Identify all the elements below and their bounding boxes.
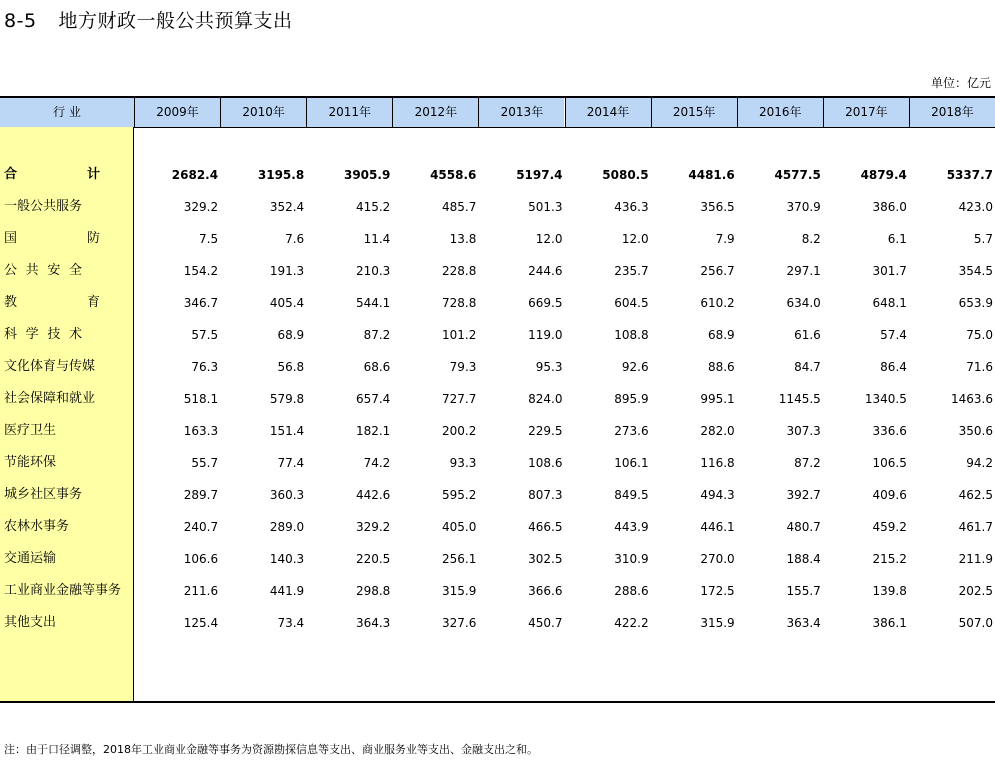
header-year: 2014年 — [565, 98, 651, 127]
table-cell: 93.3 — [449, 456, 477, 470]
table-cell: 188.4 — [786, 552, 821, 566]
table-cell: 436.3 — [614, 200, 649, 214]
table-cell: 94.2 — [966, 456, 993, 470]
table-cell: 653.9 — [958, 296, 993, 310]
table-cell: 307.3 — [786, 424, 821, 438]
header-year: 2017年 — [823, 98, 909, 127]
table-cell: 422.2 — [614, 616, 649, 630]
table-cell: 151.4 — [269, 424, 305, 438]
table-cell: 55.7 — [191, 456, 219, 470]
row-label — [4, 255, 82, 287]
row-label: 工业商业金融等事务 — [4, 583, 122, 598]
table-row — [0, 351, 995, 383]
table-row — [0, 447, 995, 479]
table-row — [0, 223, 995, 255]
table-cell: 270.0 — [700, 552, 735, 566]
table-cell: 11.4 — [363, 232, 391, 246]
table-cell: 5197.4 — [516, 168, 563, 182]
table-cell: 441.9 — [269, 584, 305, 598]
table-cell: 350.6 — [958, 424, 993, 438]
table-cell: 466.5 — [528, 520, 563, 534]
table-cell: 366.6 — [528, 584, 563, 598]
table-cell: 289.0 — [269, 520, 305, 534]
table-cell: 13.8 — [449, 232, 477, 246]
table-bottom-rule — [0, 701, 995, 703]
table-cell: 442.6 — [355, 488, 391, 502]
table-cell: 446.1 — [700, 520, 735, 534]
table-cell: 634.0 — [786, 296, 821, 310]
table-cell: 101.2 — [442, 328, 477, 342]
table-cell: 1463.6 — [951, 392, 993, 406]
table-cell: 370.9 — [786, 200, 821, 214]
table-cell: 220.5 — [355, 552, 391, 566]
table-cell: 657.4 — [355, 392, 391, 406]
table-cell: 329.2 — [183, 200, 219, 214]
header-industry: 行 业 — [0, 98, 134, 127]
table-cell: 57.4 — [880, 328, 907, 342]
row-label — [4, 159, 100, 191]
table-title: 地方财政一般公共预算支出 — [58, 10, 293, 32]
table-cell: 346.7 — [183, 296, 219, 310]
table-cell: 423.0 — [958, 200, 993, 214]
table-row — [0, 479, 995, 511]
table-cell: 354.5 — [958, 264, 993, 278]
table-cell: 518.1 — [183, 392, 219, 406]
table-cell: 895.9 — [614, 392, 649, 406]
row-label: 一般公共服务 — [4, 199, 83, 214]
header-year: 2016年 — [737, 98, 823, 127]
table-cell: 240.7 — [183, 520, 219, 534]
table-cell: 409.6 — [872, 488, 907, 502]
table-cell: 75.0 — [966, 328, 993, 342]
table-cell: 7.9 — [715, 232, 735, 246]
row-label: 交通运输 — [4, 551, 57, 566]
table-row — [0, 383, 995, 415]
table-cell: 297.1 — [786, 264, 821, 278]
table-cell: 485.7 — [442, 200, 477, 214]
table-cell: 256.1 — [442, 552, 477, 566]
table-cell: 79.3 — [449, 360, 477, 374]
table-cell: 386.1 — [872, 616, 907, 630]
table-cell: 4577.5 — [774, 168, 821, 182]
row-label-char: 学 — [25, 327, 39, 342]
table-cell: 3195.8 — [257, 168, 305, 182]
table-cell: 849.5 — [614, 488, 649, 502]
row-label-char: 公 — [4, 263, 18, 278]
table-cell: 73.4 — [277, 616, 305, 630]
table-cell: 610.2 — [700, 296, 735, 310]
table-cell: 182.1 — [355, 424, 391, 438]
table-row — [0, 191, 995, 223]
row-label: 文化体育与传媒 — [4, 359, 96, 374]
table-cell: 363.4 — [786, 616, 821, 630]
table-cell: 6.1 — [887, 232, 907, 246]
table-cell: 86.4 — [880, 360, 907, 374]
header-year: 2011年 — [306, 98, 392, 127]
row-label-char: 育 — [86, 295, 100, 310]
table-cell: 604.5 — [614, 296, 649, 310]
table-cell: 108.6 — [528, 456, 563, 470]
table-row-total — [0, 159, 995, 191]
table-cell: 3905.9 — [343, 168, 391, 182]
table-cell: 273.6 — [614, 424, 649, 438]
table-cell: 728.8 — [442, 296, 477, 310]
row-label-char: 合 — [4, 167, 18, 182]
table-cell: 356.5 — [700, 200, 735, 214]
table-cell: 329.2 — [355, 520, 391, 534]
table-cell: 443.9 — [614, 520, 649, 534]
table-cell: 116.8 — [700, 456, 735, 470]
table-cell: 191.3 — [269, 264, 305, 278]
table-cell: 202.5 — [958, 584, 993, 598]
table-cell: 7.6 — [285, 232, 305, 246]
table-row — [0, 415, 995, 447]
table-cell: 88.6 — [707, 360, 735, 374]
footnote: 注：由于口径调整，2018年工业商业金融等事务为资源勘探信息等支出、商业服务业等支出、金融支出之和。 — [4, 743, 538, 756]
table-cell: 56.8 — [277, 360, 305, 374]
header-year: 2010年 — [220, 98, 306, 127]
table-cell: 5080.5 — [602, 168, 649, 182]
table-row — [0, 575, 995, 607]
table-cell: 364.3 — [355, 616, 391, 630]
table-cell: 1340.5 — [864, 392, 907, 406]
table-cell: 87.2 — [363, 328, 391, 342]
table-cell: 2682.4 — [171, 168, 219, 182]
table-cell: 106.1 — [614, 456, 649, 470]
table-cell: 229.5 — [528, 424, 563, 438]
table-cell: 87.2 — [794, 456, 821, 470]
table-cell: 480.7 — [786, 520, 821, 534]
table-cell: 12.0 — [535, 232, 563, 246]
table-cell: 824.0 — [528, 392, 563, 406]
table-cell: 256.7 — [700, 264, 735, 278]
table-row — [0, 287, 995, 319]
row-label: 其他支出 — [4, 615, 57, 630]
page-title — [4, 6, 293, 33]
table-cell: 140.3 — [269, 552, 305, 566]
row-label-char: 计 — [86, 167, 100, 182]
table-cell: 494.3 — [700, 488, 735, 502]
table-cell: 5337.7 — [946, 168, 993, 182]
table-cell: 215.2 — [872, 552, 907, 566]
table-cell: 12.0 — [621, 232, 649, 246]
row-label: 医疗卫生 — [4, 423, 57, 438]
table-cell: 807.3 — [528, 488, 563, 502]
table-cell: 119.0 — [528, 328, 563, 342]
table-cell: 501.3 — [528, 200, 563, 214]
header-year: 2018年 — [909, 98, 995, 127]
table-cell: 92.6 — [621, 360, 649, 374]
table-cell: 68.6 — [363, 360, 391, 374]
table-row — [0, 607, 995, 639]
table-cell: 106.5 — [872, 456, 907, 470]
table-cell: 244.6 — [528, 264, 563, 278]
table-cell: 77.4 — [277, 456, 305, 470]
table-cell: 289.7 — [183, 488, 219, 502]
table-cell: 1145.5 — [778, 392, 821, 406]
row-label-char: 技 — [47, 327, 61, 342]
table-cell: 459.2 — [872, 520, 907, 534]
table-cell: 68.9 — [707, 328, 735, 342]
table-number: 8-5 — [4, 10, 37, 32]
table-cell: 211.6 — [183, 584, 219, 598]
table-cell: 139.8 — [872, 584, 907, 598]
table-cell: 315.9 — [700, 616, 735, 630]
table-cell: 595.2 — [442, 488, 477, 502]
table-cell: 8.2 — [801, 232, 821, 246]
header-year: 2009年 — [134, 98, 220, 127]
table-cell: 95.3 — [535, 360, 563, 374]
table-cell: 5.7 — [973, 232, 993, 246]
table-cell: 228.8 — [442, 264, 477, 278]
row-label-char: 安 — [47, 263, 61, 278]
table-cell: 315.9 — [442, 584, 477, 598]
table-cell: 210.3 — [355, 264, 391, 278]
table-cell: 172.5 — [700, 584, 735, 598]
table-cell: 405.0 — [442, 520, 477, 534]
row-label-char: 防 — [86, 231, 100, 246]
table-cell: 301.7 — [872, 264, 907, 278]
table-cell: 669.5 — [528, 296, 563, 310]
table-cell: 155.7 — [786, 584, 821, 598]
header-year: 2012年 — [392, 98, 478, 127]
table-cell: 727.7 — [442, 392, 477, 406]
table-row — [0, 319, 995, 351]
table-row — [0, 255, 995, 287]
table-cell: 84.7 — [794, 360, 821, 374]
row-label — [4, 223, 100, 255]
row-label: 农林水事务 — [4, 519, 70, 534]
table-cell: 163.3 — [183, 424, 219, 438]
table-cell: 386.0 — [872, 200, 907, 214]
table-cell: 71.6 — [966, 360, 993, 374]
table-cell: 462.5 — [958, 488, 993, 502]
table-cell: 200.2 — [442, 424, 477, 438]
table-cell: 61.6 — [794, 328, 821, 342]
row-label: 社会保障和就业 — [4, 391, 96, 406]
table-cell: 461.7 — [958, 520, 993, 534]
table-cell: 106.6 — [183, 552, 219, 566]
table-header — [0, 96, 995, 128]
header-year: 2013年 — [478, 98, 564, 127]
row-label: 节能环保 — [4, 455, 57, 470]
table-cell: 4558.6 — [430, 168, 477, 182]
table-cell: 302.5 — [528, 552, 563, 566]
table-cell: 7.5 — [199, 232, 219, 246]
row-label-char: 术 — [68, 327, 82, 342]
row-label-char: 教 — [4, 295, 18, 310]
table-cell: 310.9 — [614, 552, 649, 566]
table-cell: 235.7 — [614, 264, 649, 278]
table-cell: 74.2 — [363, 456, 391, 470]
table-row — [0, 511, 995, 543]
table-cell: 288.6 — [614, 584, 649, 598]
row-label: 城乡社区事务 — [4, 487, 83, 502]
table-cell: 995.1 — [700, 392, 735, 406]
table-cell: 648.1 — [872, 296, 907, 310]
table-cell: 282.0 — [700, 424, 735, 438]
table-cell: 507.0 — [958, 616, 993, 630]
row-label-char: 国 — [4, 231, 18, 246]
table-cell: 108.8 — [614, 328, 649, 342]
table-cell: 76.3 — [191, 360, 219, 374]
table-cell: 4879.4 — [860, 168, 907, 182]
table-cell: 392.7 — [786, 488, 821, 502]
table-cell: 352.4 — [269, 200, 305, 214]
row-label-char: 科 — [4, 327, 18, 342]
row-label — [4, 287, 100, 319]
table-cell: 4481.6 — [688, 168, 735, 182]
table-cell: 154.2 — [183, 264, 219, 278]
table-cell: 57.5 — [191, 328, 219, 342]
table-cell: 68.9 — [277, 328, 305, 342]
unit-label: 单位：亿元 — [930, 76, 991, 90]
header-year: 2015年 — [651, 98, 737, 127]
row-label — [4, 319, 82, 351]
table-cell: 360.3 — [269, 488, 305, 502]
table-cell: 211.9 — [958, 552, 993, 566]
table-cell: 298.8 — [355, 584, 391, 598]
row-label-char: 共 — [25, 263, 39, 278]
table-cell: 544.1 — [355, 296, 391, 310]
table-cell: 327.6 — [442, 616, 477, 630]
table-row — [0, 543, 995, 575]
table-cell: 415.2 — [355, 200, 391, 214]
table-cell: 450.7 — [528, 616, 563, 630]
table-cell: 405.4 — [269, 296, 305, 310]
table-cell: 579.8 — [269, 392, 305, 406]
table-cell: 336.6 — [872, 424, 907, 438]
table-cell: 125.4 — [183, 616, 219, 630]
row-label-char: 全 — [68, 263, 82, 278]
